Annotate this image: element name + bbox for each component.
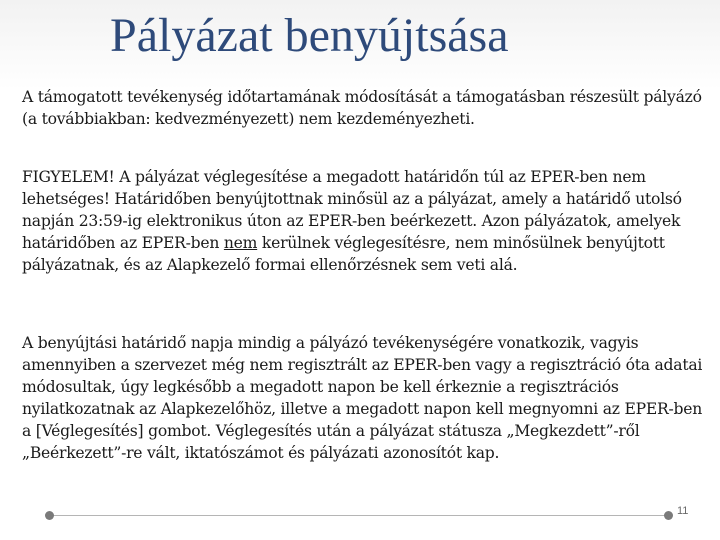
slide-title: Pályázat benyújtsása [110,9,509,62]
paragraph-warning-text-after: kerülnek véglegesítésre, nem minősülnek benyújtott pályázatnak, és az Alapkezelő formai ellenőrzésnek sem veti alá. [22,234,665,274]
footer-right-dot [664,511,673,520]
paragraph-warning-text-before: FIGYELEM! A pályázat véglegesítése a megadott határidőn túl az EPER-ben nem lehetséges! Határidőben benyújtottnak minősül az a pályázat, amely a határidő utolsó napján 23:59-ig elektronikus úton az EPER-ben beérkezett. Azon pályázatok, amelyek határidőben az EPER-ben [22,168,682,252]
paragraph-warning-deadline [22,166,710,276]
paragraph-modification-rule: A támogatott tevékenység időtartamának módosítását a támogatásban részesült pályázó (a továbbiakban: kedvezményezett) nem kezdeményezheti. [22,88,702,128]
paragraph-submission-deadline: A benyújtási határidő napja mindig a pályázó tevékenységére vonatkozik, vagyis amennyiben a szervezet még nem regisztrált az EPER-ben vagy a regisztráció óta adatai módosultak, úgy legkésőbb a megadott napon be kell érkeznie a regisztrációs nyilatkozatnak az Alapkezelőhöz, illetve a megadott napon kell megnyomni az EPER-ben a [Véglegesítés] gombot. Véglegesítés után a pályázat státusza „Megkezdett”-ről „Beérkezett”-re vált, iktatószámot és pályázati azonosítót kap. [22,334,703,462]
emphasized-word-nem: nem [223,234,258,252]
footer-left-dot [45,511,54,520]
footer-divider [52,515,668,516]
slide-page-number: 11 [677,505,689,517]
